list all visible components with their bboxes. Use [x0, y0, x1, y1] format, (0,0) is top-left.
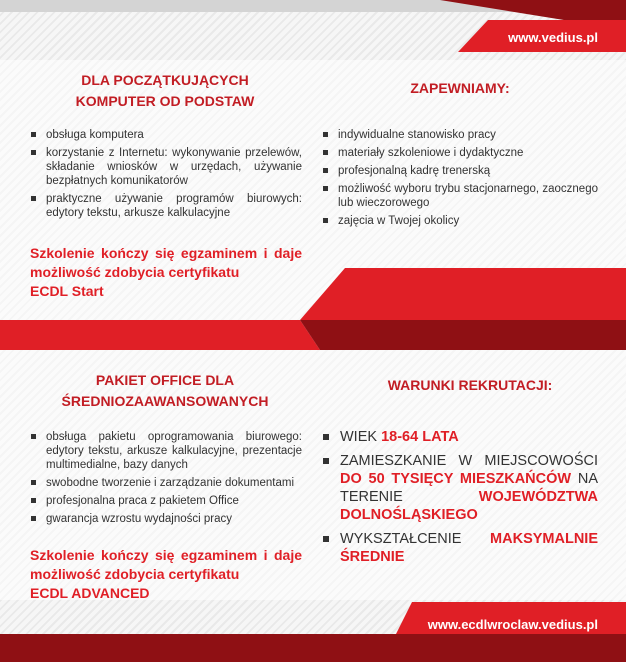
- list-item: swobodne tworzenie i zarządzanie dokumentami: [30, 476, 302, 490]
- middle-band: [0, 262, 626, 362]
- certificate-name: ECDL Start: [30, 283, 104, 299]
- list-item: obsługa komputera: [30, 128, 302, 142]
- section1-certificate-note: Szkolenie kończy się egzaminem i daje możliwość zdobycia certyfikatu ECDL Start: [30, 245, 302, 299]
- list-item: WYKSZTAŁCENIE MAKSYMALNIE ŚREDNIE: [322, 530, 598, 566]
- section2-left-title: PAKIET OFFICE DLA ŚREDNIOZAAWANSOWANYCH: [61, 372, 269, 409]
- list-item: gwarancja wzrostu wydajności pracy: [30, 512, 302, 526]
- section1-left-title: DLA POCZĄTKUJĄCYCH KOMPUTER OD PODSTAW: [75, 72, 255, 109]
- list-item: praktyczne używanie programów biurowych: edytory tekstu, arkusze kalkulacyjne: [30, 192, 302, 220]
- list-item: zajęcia w Twojej okolicy: [322, 214, 598, 228]
- section1-right-list: [322, 128, 598, 232]
- certificate-name: ECDL ADVANCED: [30, 585, 150, 601]
- header-url[interactable]: www.vedius.pl: [508, 30, 598, 45]
- section2-right-title: WARUNKI REKRUTACJI:: [387, 377, 553, 393]
- section2-left-list: [30, 430, 302, 530]
- list-item: WIEK 18-64 LATA: [322, 428, 598, 446]
- list-item: obsługa pakietu oprogramowania biurowego: edytory tekstu, arkusze kalkulacyjne, prezentacje multimedialne, bazy danych: [30, 430, 302, 472]
- list-item: profesjonalna praca z pakietem Office: [30, 494, 302, 508]
- list-item: ZAMIESZKANIE W MIEJSCOWOŚCI DO 50 TYSIĘCY MIESZKAŃCÓW NA TERENIE WOJEWÓDZTWA DOLNOŚLĄSKIEGO: [322, 452, 598, 524]
- footer-url[interactable]: www.ecdlwroclaw.vedius.pl: [427, 617, 598, 632]
- section1-left-list: [30, 128, 302, 224]
- list-item: możliwość wyboru trybu stacjonarnego, zaocznego lub wieczorowego: [322, 182, 598, 210]
- section1-right-title: ZAPEWNIAMY:: [410, 80, 510, 96]
- list-item: korzystanie z Internetu: wykonywanie przelewów, składanie wniosków w urzędach, używanie bezpłatnych komunikatorów: [30, 146, 302, 188]
- recruitment-conditions-list: [322, 428, 598, 572]
- list-item: materiały szkoleniowe i dydaktyczne: [322, 146, 598, 160]
- list-item: profesjonalną kadrę trenerską: [322, 164, 598, 178]
- list-item: indywidualne stanowisko pracy: [322, 128, 598, 142]
- section2-certificate-note: Szkolenie kończy się egzaminem i daje możliwość zdobycia certyfikatu ECDL ADVANCED: [30, 547, 302, 601]
